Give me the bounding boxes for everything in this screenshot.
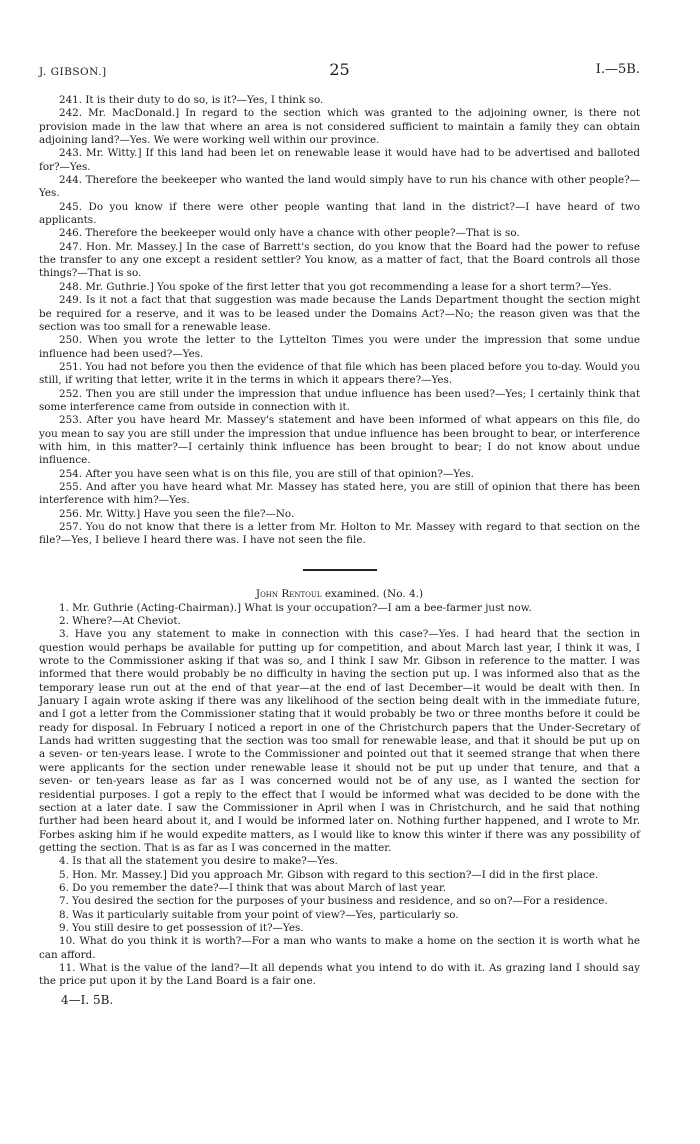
paragraph: 1. Mr. Guthrie (Acting-Chairman).] What is your occupation?—I am a bee-farmer just now. (59, 601, 532, 614)
running-head-witness: J. GIBSON.] (39, 66, 107, 78)
paragraph: 245. Do you know if there were other people wanting that land in the district?—I have heard of two applicants. (39, 200, 640, 227)
heading-rest: examined. (No. 4.) (321, 587, 424, 600)
paragraph: 256. Mr. Witty.] Have you seen the file?—No. (59, 507, 295, 520)
page-header (39, 60, 640, 86)
paragraph: 257. You do not know that there is a letter from Mr. Holton to Mr. Massey with regard to that section on the file?—Yes, I believe I heard there was. I have not seen the file. (39, 521, 640, 547)
page-number: 25 (329, 60, 350, 79)
paragraph: 6. Do you remember the date?—I think that was about March of last year. (59, 881, 447, 894)
paragraph: 241. It is their duty to do so, is it?—Yes, I think so. (59, 94, 324, 106)
evidence-block-gibson (39, 94, 640, 548)
paragraph: 251. You had not before you then the evidence of that file which has been placed before you to-day. Would you still, if writing that letter, write it in the terms in which it appears there?—Yes. (39, 360, 640, 387)
paragraph: 247. Hon. Mr. Massey.] In the case of Barrett's section, do you know that the Board had the power to refuse the transfer to any one except a resident settler? You know, as a matter of fact, that the Board controls all those things?—That is so. (39, 240, 640, 280)
paragraph: 11. What is the value of the land?—It all depends what you intend to do with it. As grazing land I should say the price put upon it by the Land Board is a fair one. (39, 961, 640, 988)
paragraph: 8. Was it particularly suitable from your point of view?—Yes, particularly so. (59, 908, 459, 921)
paragraph: 9. You still desire to get possession of it?—Yes. (59, 921, 304, 934)
paragraph: 244. Therefore the beekeeper who wanted the land would simply have to run his chance with other people?—Yes. (39, 174, 640, 200)
paragraph: 250. When you wrote the letter to the Lyttelton Times you were under the impression that some undue influence had been used?—Yes. (39, 334, 640, 360)
paragraph: 4. Is that all the statement you desire to make?—Yes. (59, 855, 338, 868)
paragraph: 254. After you have seen what is on this file, you are still of that opinion?—Yes. (59, 467, 474, 480)
paragraph: 249. Is it not a fact that that suggestion was made because the Lands Department thought the section might be required for a reserve, and it was to be leased under the Domains Act?—No; the reason given was that the section was too small for a renewable lease. (39, 294, 640, 333)
paragraph: 243. Mr. Witty.] If this land had been let on renewable lease it would have had to be advertised and balloted for?—Yes. (39, 147, 640, 173)
paragraph: 7. You desired the section for the purposes of your business and residence, and so on?—For a residence. (59, 895, 608, 908)
section-divider (303, 569, 377, 571)
evidence-block-rentoul (39, 602, 640, 989)
paragraph: 242. Mr. MacDonald.] In regard to the section which was granted to the adjoining owner, is there not provision made in the law that where an area is not considered sufficient to maintain a family they can obtain adjoining land?—Yes. We were working well within our province. (39, 107, 640, 147)
paper-code: I.—5B. (595, 62, 640, 77)
signature-mark: 4—I. 5B. (61, 992, 114, 1007)
witness-name: John Rentoul (255, 587, 322, 600)
paragraph: 253. After you have heard Mr. Massey's statement and have been informed of what appears on this file, do you mean to say you are still under the impression that undue influence has been brought to bear, or interference with him, in this matter?—I certainly think influence has been brought to bear; I do not know about undue influence. (39, 414, 640, 467)
paragraph: 246. Therefore the beekeeper would only have a chance with other people?—That is so. (59, 227, 520, 240)
paragraph: 3. Have you any statement to make in connection with this case?—Yes. I had heard that the section in question would perhaps be available for putting up for competition, and about March last year, I think it was, I wrote to the Commissioner asking if that was so, and I think I saw Mr. Gibson in reference to the matter. I was informed that there would probably be no difficulty in having the section put up. I was informed also that as the temporary lease run out at the end of that year—at the end of last December—it would be dealt with then. In January I again wrote asking if there was any likelihood of the section being dealt with in the immediate future, and I got a letter from the Commissioner stating that it would probably be two or three months before it could be ready for disposal. In February I noticed a report in one of the Christchurch papers that the Under-Secretary of Lands had written suggesting that the section was too small for renewable lease, and that it should be put up on a seven- or ten-years lease. I wrote to the Commissioner and pointed out that it seemed strange that when there were applicants for the section under renewable lease it should not be put up under that tenure, and that a seven- or ten-years lease as far as I was concerned would not be of any use, as I wanted the section for residential purposes. I got a reply to the effect that I would be informed what was decided to be done with the section at a later date. I saw the Commissioner in April when I was in Christchurch, and he said that nothing further had been heard about it, and I would be informed later on. Nothing further happened, and I wrote to Mr. Forbes asking him if he would expedite matters, as I would like to know this winter if there was any possibility of getting the section. That is as far as I was concerned in the matter. (39, 628, 640, 854)
paragraph: 2. Where?—At Cheviot. (59, 615, 181, 628)
paragraph: 5. Hon. Mr. Massey.] Did you approach Mr. Gibson with regard to this section?—I did in the first place. (59, 868, 599, 881)
paragraph: 255. And after you have heard what Mr. Massey has stated here, you are still of opinion that there has been interference with him?—Yes. (39, 480, 640, 507)
section-heading (39, 588, 640, 600)
paragraph: 10. What do you think it is worth?—For a man who wants to make a home on the section it is worth what he can afford. (39, 935, 640, 961)
paragraph: 248. Mr. Guthrie.] You spoke of the first letter that you got recommending a lease for a short term?—Yes. (59, 280, 612, 293)
paragraph: 252. Then you are still under the impression that undue influence has been used?—Yes; I certainly think that some interference came from outside in connection with it. (39, 387, 640, 413)
